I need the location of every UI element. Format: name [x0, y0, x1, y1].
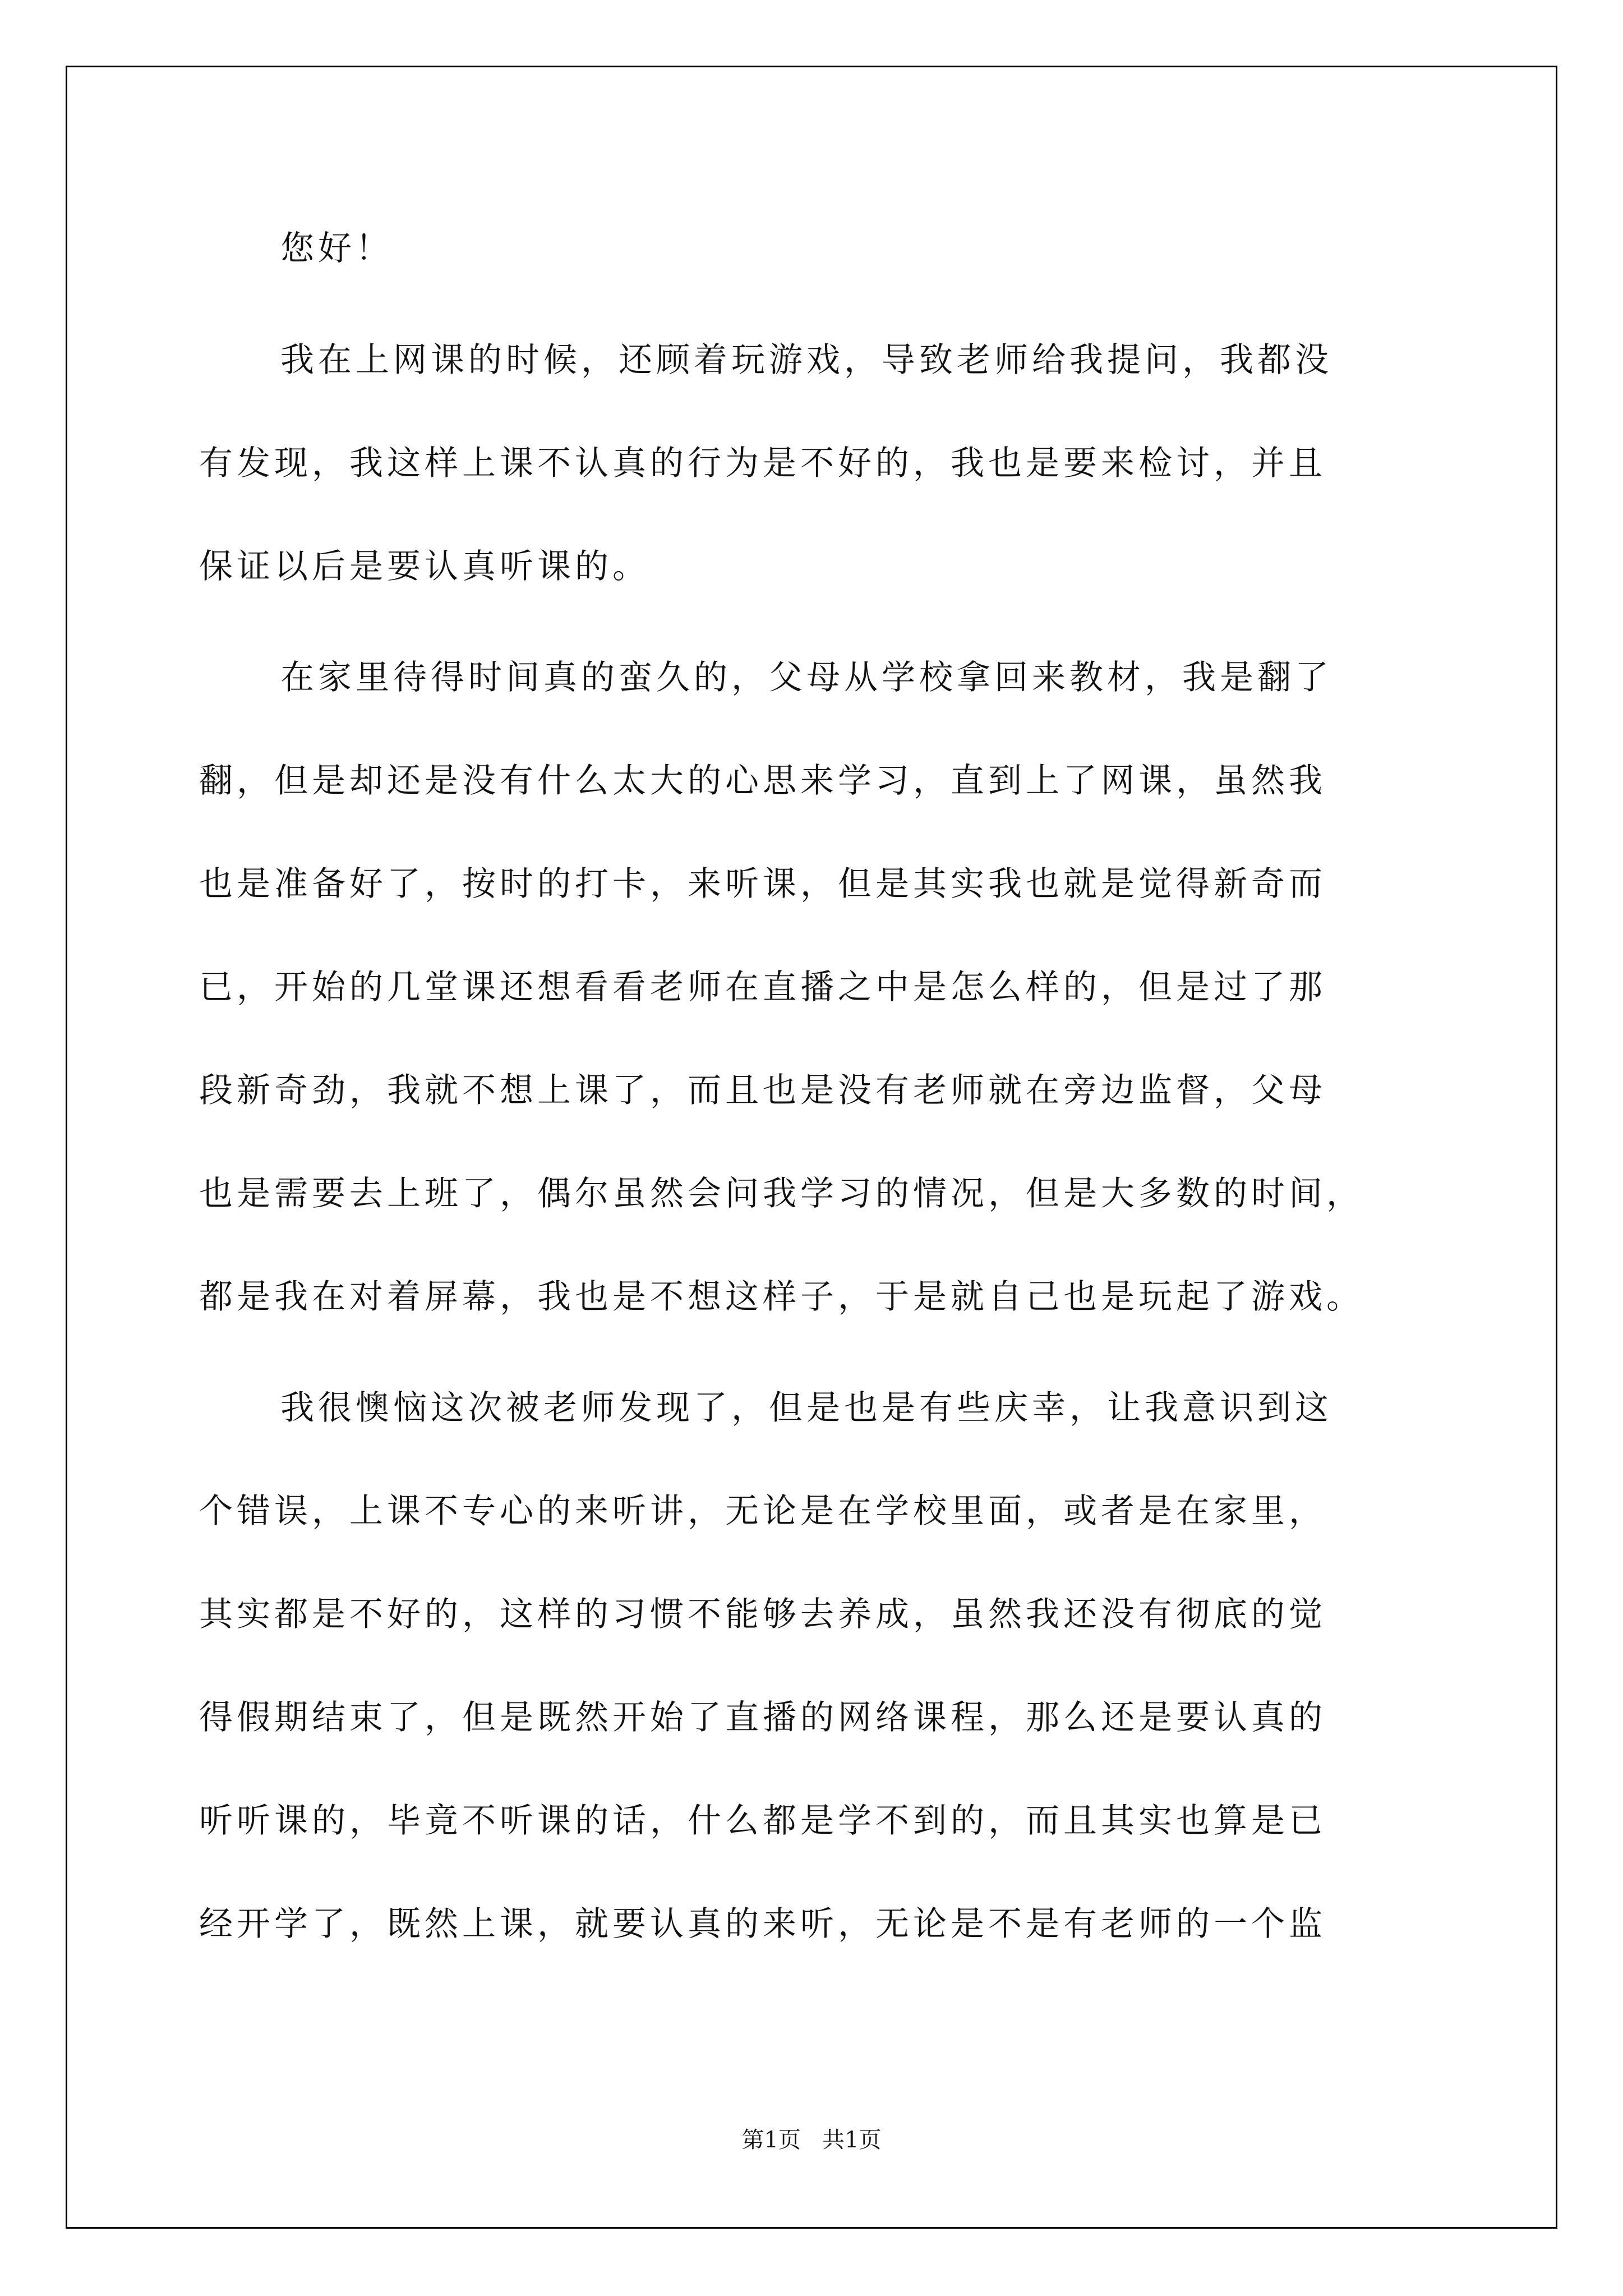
paragraph-1-line-3: 保证以后是要认真听课的。 [199, 547, 650, 586]
paragraph-2-line-3: 也是准备好了，按时的打卡，来听课，但是其实我也就是觉得新奇而 [199, 864, 1326, 904]
paragraph-2-line-1: 在家里待得时间真的蛮久的，父母从学校拿回来教材，我是翻了 [280, 658, 1332, 697]
paragraph-2-line-2: 翻，但是却还是没有什么太大的心思来学习，直到上了网课，虽然我 [199, 761, 1326, 800]
paragraph-2-line-7: 都是我在对着屏幕，我也是不想这样子，于是就自己也是玩起了游戏。 [199, 1277, 1364, 1317]
page-number-footer: 第1页 共1页 [741, 2127, 882, 2153]
paragraph-2-line-5: 段新奇劲，我就不想上课了，而且也是没有老师就在旁边监督，父母 [199, 1071, 1326, 1110]
paragraph-3-line-4: 得假期结束了，但是既然开始了直播的网络课程，那么还是要认真的 [199, 1698, 1326, 1737]
paragraph-1-line-2: 有发现，我这样上课不认真的行为是不好的，我也是要来检讨，并且 [199, 444, 1326, 483]
paragraph-3-line-5: 听听课的，毕竟不听课的话，什么都是学不到的，而且其实也算是已 [199, 1801, 1326, 1841]
paragraph-1-line-1: 我在上网课的时候，还顾着玩游戏，导致老师给我提问，我都没 [280, 341, 1332, 380]
paragraph-3-line-2: 个错误，上课不专心的来听讲，无论是在学校里面，或者是在家里， [199, 1492, 1326, 1531]
paragraph-3-line-6: 经开学了，既然上课，就要认真的来听，无论是不是有老师的一个监 [199, 1904, 1326, 1944]
paragraph-3-line-1: 我很懊恼这次被老师发现了，但是也是有些庆幸，让我意识到这 [280, 1388, 1332, 1428]
paragraph-3-line-3: 其实都是不好的，这样的习惯不能够去养成，虽然我还没有彻底的觉 [199, 1595, 1326, 1634]
greeting: 您好！ [280, 229, 393, 268]
paragraph-2-line-4: 已，开始的几堂课还想看看老师在直播之中是怎么样的，但是过了那 [199, 968, 1326, 1007]
paragraph-2-line-6: 也是需要去上班了，偶尔虽然会问我学习的情况，但是大多数的时间， [199, 1174, 1364, 1213]
